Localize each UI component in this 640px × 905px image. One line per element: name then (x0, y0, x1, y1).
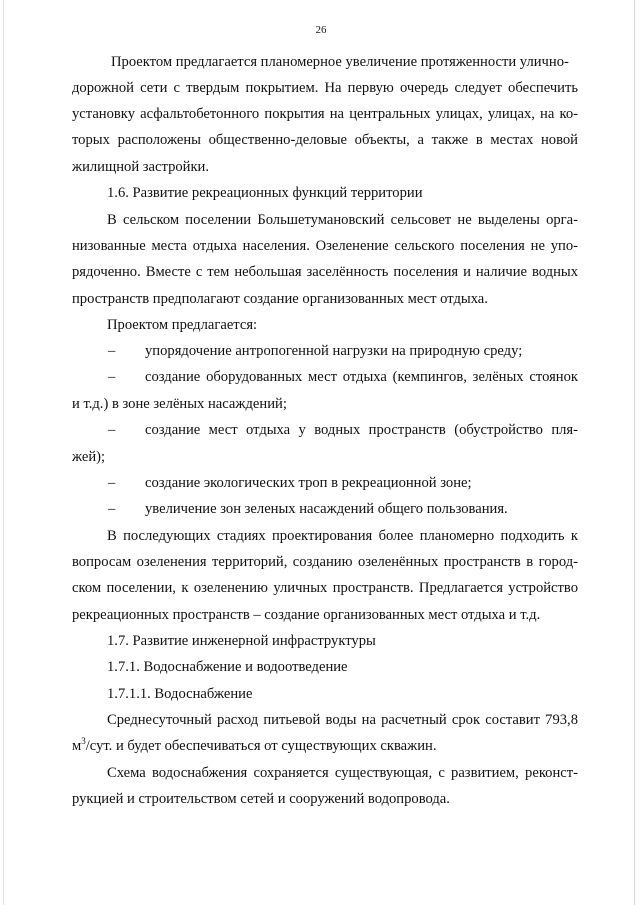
proposal-intro: Проектом предлагается: (107, 317, 258, 333)
para5-line2: рукцией и строительством сетей и сооружений водопровода. (72, 791, 450, 807)
heading-1-6: 1.6. Развитие рекреационных функций территории (107, 185, 423, 201)
list-dash: – (108, 501, 116, 517)
list-item-2-line1: создание оборудованных мест отдыха (кемпингов, зелёных стоянок (145, 369, 578, 385)
para1-line4: торых расположены общественно-деловые объекты, а также в местах новой (72, 132, 578, 148)
scan-edge-right (634, 0, 635, 905)
para3-line4: рекреационных пространств – создание организованных мест отдыха и т.д. (72, 607, 541, 623)
list-dash: – (108, 369, 116, 385)
para2-line3: рядоченно. Вместе с тем небольшая заселённость поселения и наличие водных (72, 264, 578, 280)
para4-line1: Среднесуточный расход питьевой воды на расчетный срок составит 793,8 (107, 712, 578, 728)
para5-line1: Схема водоснабжения сохраняется существующая, с развитием, реконст- (107, 765, 578, 781)
unit-cubic-meter: м (72, 738, 82, 754)
unit-superscript: 3 (81, 736, 86, 747)
para3-line1: В последующих стадиях проектирования более планомерно подходить к (107, 528, 578, 544)
para3-line3: ском поселении, к озеленению уличных пространств. Предлагается устройство (72, 580, 578, 596)
list-dash: – (108, 475, 116, 491)
para2-line1: В сельском поселении Большетумановский сельсовет не выделены орга- (107, 212, 578, 228)
para1-line1: Проектом предлагается планомерное увеличение протяженности улично- (111, 54, 569, 70)
para1-line2: дорожной сети с твердым покрытием. На первую очередь следует обеспечить (72, 80, 578, 96)
page-number: 26 (315, 24, 327, 36)
list-item-1: упорядочение антропогенной нагрузки на природную среду; (145, 343, 523, 359)
para2-line4: пространств предполагают создание организованных мест отдыха. (72, 291, 488, 307)
list-item-5: увеличение зон зеленых насаждений общего пользования. (145, 501, 508, 517)
para3-line2: вопросам озеленения территорий, созданию озеленённых пространств в город- (72, 554, 578, 570)
heading-1-7-1-1: 1.7.1.1. Водоснабжение (107, 686, 253, 702)
para4-line2-rest: /сут. и будет обеспечиваться от существующих скважин. (85, 738, 437, 754)
list-item-2-line2: и т.д.) в зоне зелёных насаждений; (72, 396, 287, 412)
list-dash: – (108, 422, 116, 438)
scan-edge-left (3, 0, 4, 905)
list-item-4: создание экологических троп в рекреационной зоне; (145, 475, 472, 491)
list-item-3-line1: создание мест отдыха у водных пространств (обустройство пля- (145, 422, 578, 438)
para1-line3: установку асфальтобетонного покрытия на центральных улицах, улицах, на ко- (72, 106, 578, 122)
para1-line5: жилищной застройки. (72, 159, 210, 175)
list-item-3-line2: жей); (72, 449, 106, 465)
heading-1-7-1: 1.7.1. Водоснабжение и водоотведение (107, 659, 348, 675)
para4-line2 (72, 737, 437, 755)
heading-1-7: 1.7. Развитие инженерной инфраструктуры (107, 633, 376, 649)
para2-line2: низованные места отдыха населения. Озеленение сельского поселения не упо- (72, 238, 578, 254)
list-dash: – (108, 343, 116, 359)
